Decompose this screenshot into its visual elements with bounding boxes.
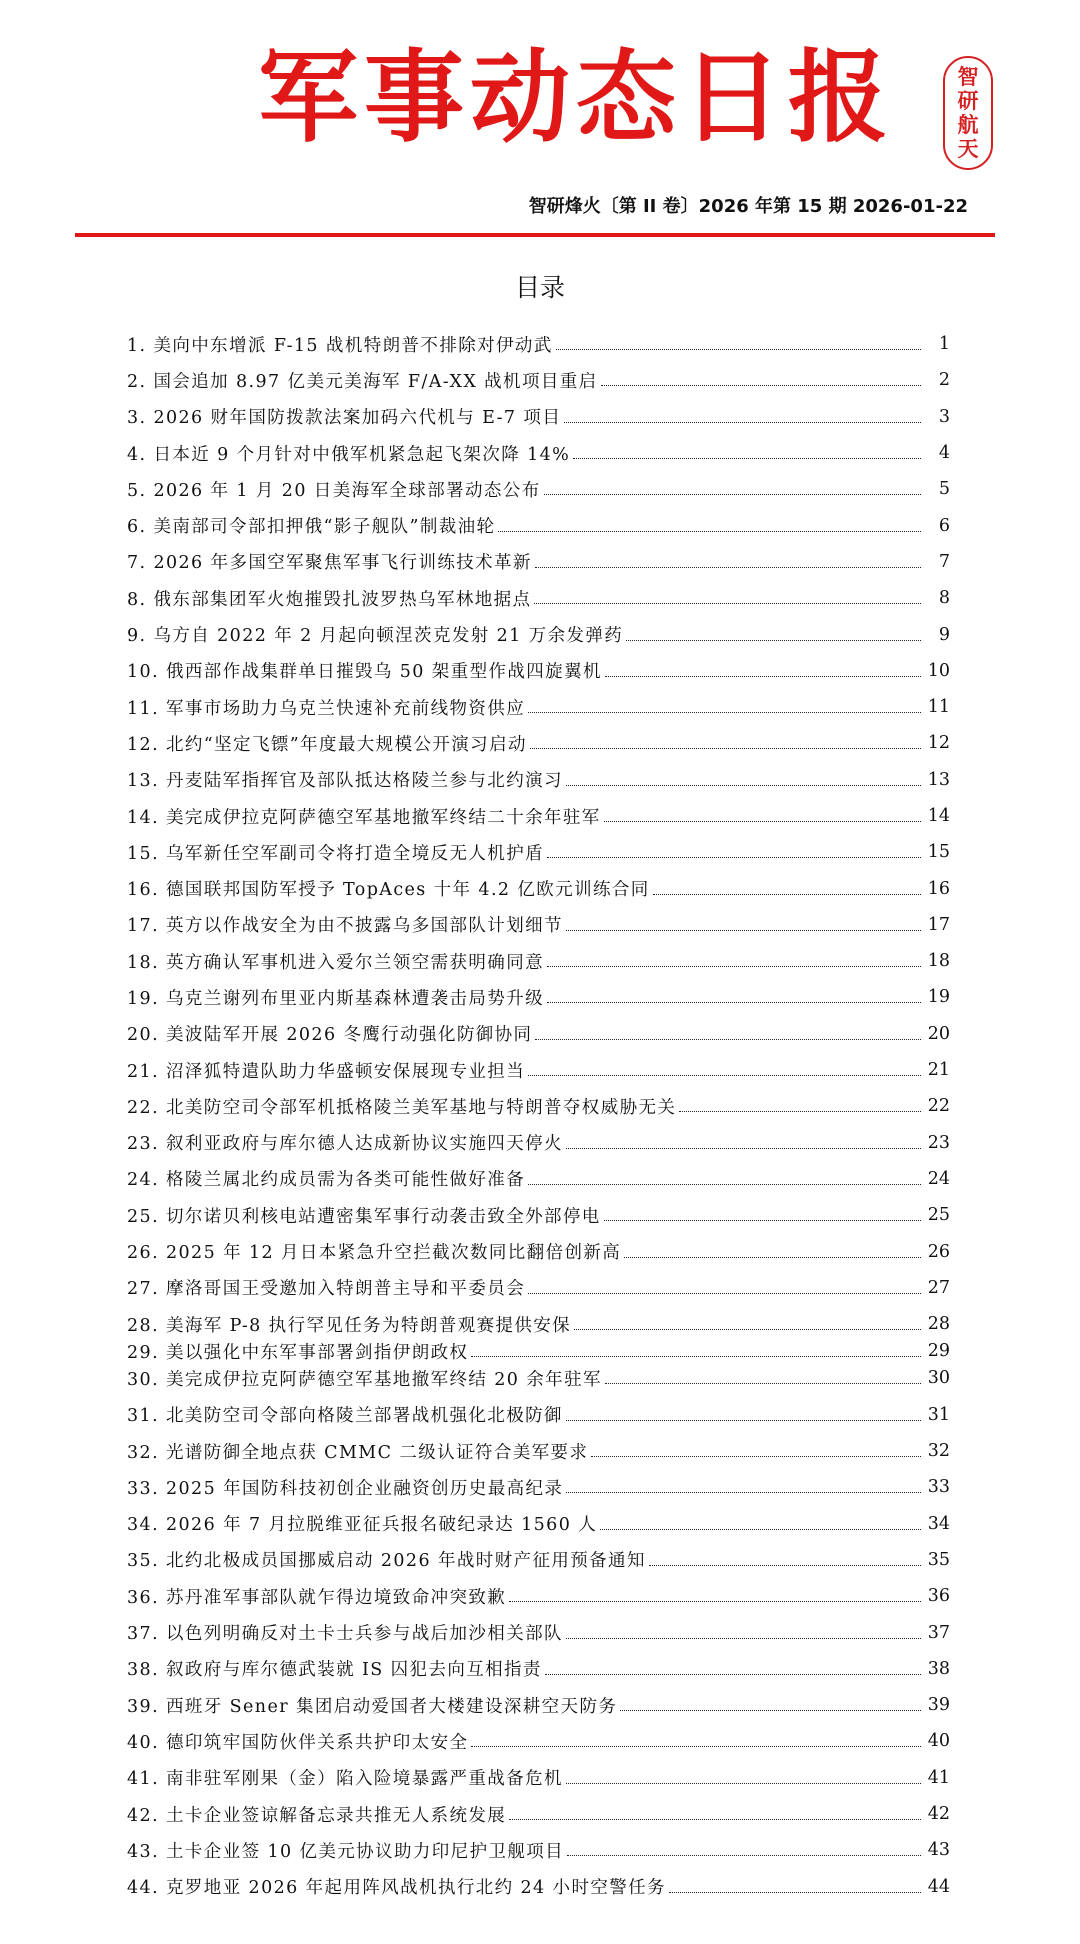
- toc-page-number: 38: [927, 1658, 950, 1679]
- toc-page-number: 33: [927, 1477, 950, 1498]
- toc-dot-leader: [566, 1491, 921, 1493]
- toc-page-number: 25: [927, 1205, 950, 1226]
- toc-entry[interactable]: [127, 1233, 950, 1269]
- toc-dot-leader: [566, 1637, 921, 1639]
- toc-entry[interactable]: [127, 544, 950, 580]
- toc-page-number: 6: [938, 515, 950, 536]
- toc-dot-leader: [605, 1382, 921, 1384]
- toc-dot-leader: [509, 1818, 921, 1820]
- toc-page-number: 40: [927, 1731, 950, 1752]
- toc-page-number: 13: [927, 769, 950, 790]
- toc-entry-title: 26. 2025 年 12 月日本紧急升空拦截次数同比翻倍创新高: [127, 1243, 622, 1264]
- toc-entry[interactable]: [127, 399, 950, 435]
- toc-dot-leader: [471, 1745, 921, 1747]
- toc-entry[interactable]: [127, 435, 950, 471]
- toc-dot-leader: [534, 602, 921, 604]
- toc-page-number: 30: [927, 1368, 950, 1389]
- report-title: 军事动态日报: [258, 39, 894, 156]
- toc-page-number: 35: [927, 1549, 950, 1570]
- toc-entry-title: 20. 美波陆军开展 2026 冬鹰行动强化防御协同: [127, 1025, 533, 1046]
- toc-page-number: 42: [927, 1804, 950, 1825]
- toc-page-number: 5: [938, 479, 950, 500]
- toc-entry[interactable]: [127, 798, 950, 834]
- toc-entry-title: 15. 乌军新任空军副司令将打造全境反无人机护盾: [127, 843, 544, 864]
- toc-entry-title: 29. 美以强化中东军事部署剑指伊朗政权: [127, 1342, 469, 1363]
- toc-entry[interactable]: [127, 1197, 950, 1233]
- toc-page-number: 36: [927, 1586, 950, 1607]
- toc-entry[interactable]: [127, 1723, 950, 1759]
- toc-dot-leader: [653, 893, 921, 895]
- toc-dot-leader: [669, 1891, 921, 1893]
- toc-entry-title: 24. 格陵兰属北约成员需为各类可能性做好准备: [127, 1170, 526, 1191]
- toc-dot-leader: [535, 1038, 921, 1040]
- toc-page-number: 22: [927, 1096, 950, 1117]
- toc-entry-title: 36. 苏丹准军事部队就乍得边境致命冲突致歉: [127, 1587, 507, 1608]
- toc-dot-leader: [530, 747, 921, 749]
- toc-page-number: 24: [927, 1168, 950, 1189]
- toc-dot-leader: [528, 1183, 921, 1185]
- toc-dot-leader: [620, 1709, 921, 1711]
- toc-page-number: 11: [927, 697, 950, 718]
- toc-entry[interactable]: [127, 907, 950, 943]
- toc-entry-title: 16. 德国联邦国防军授予 TopAces 十年 4.2 亿欧元训练合同: [127, 880, 650, 901]
- toc-dot-leader: [567, 1854, 921, 1856]
- toc-entry-title: 41. 南非驻军刚果（金）陷入险境暴露严重战备危机: [127, 1769, 563, 1790]
- toc-entry[interactable]: [127, 1760, 950, 1796]
- toc-dot-leader: [528, 1292, 921, 1294]
- toc-dot-leader: [573, 457, 921, 459]
- toc-dot-leader: [604, 1219, 921, 1221]
- seal-char: 航: [957, 113, 979, 137]
- toc-entry[interactable]: [127, 1360, 950, 1396]
- toc-entry-title: 2. 国会追加 8.97 亿美元美海军 F/A-XX 战机项目重启: [127, 371, 598, 392]
- toc-entry[interactable]: [127, 1578, 950, 1614]
- toc-dot-leader: [574, 1328, 921, 1330]
- toc-entry-title: 30. 美完成伊拉克阿萨德空军基地撤军终结 20 余年驻军: [127, 1369, 602, 1390]
- toc-entry-title: 7. 2026 年多国空军聚焦军事飞行训练技术革新: [127, 553, 532, 574]
- toc-entry-title: 28. 美海军 P-8 执行罕见任务为特朗普观赛提供安保: [127, 1315, 572, 1336]
- toc-page-number: 37: [927, 1622, 950, 1643]
- toc-entry-title: 40. 德印筑牢国防伙伴关系共护印太安全: [127, 1732, 469, 1753]
- toc-entry-title: 31. 北美防空司令部向格陵兰部署战机强化北极防御: [127, 1406, 563, 1427]
- toc-dot-leader: [547, 1001, 921, 1003]
- toc-page-number: 14: [927, 806, 950, 826]
- toc-entry[interactable]: [127, 1469, 950, 1505]
- toc-dot-leader: [498, 530, 921, 532]
- toc-dot-leader: [591, 1455, 921, 1457]
- toc-page-number: 17: [927, 914, 950, 935]
- toc-entry-title: 32. 光谱防御全地点获 CMMC 二级认证符合美军要求: [127, 1442, 589, 1463]
- toc-dot-leader: [626, 639, 921, 641]
- toc-page-number: 44: [927, 1876, 950, 1897]
- toc-dot-leader: [547, 965, 921, 967]
- toc-page-number: 9: [938, 624, 950, 645]
- toc-page-number: 32: [927, 1441, 950, 1462]
- toc-dot-leader: [471, 1355, 921, 1357]
- toc-entry-title: 3. 2026 财年国防拨款法案加码六代机与 E-7 项目: [127, 408, 562, 429]
- toc-entry-title: 43. 土卡企业签 10 亿美元协议助力印尼护卫舰项目: [127, 1841, 565, 1862]
- toc-page-number: 16: [927, 878, 950, 899]
- toc-page-number: 27: [927, 1277, 950, 1298]
- toc-page-number: 8: [938, 588, 950, 609]
- toc-heading: 目录: [514, 273, 565, 302]
- toc-page-number: 29: [927, 1341, 950, 1362]
- toc-entry[interactable]: [127, 1614, 950, 1650]
- toc-entry[interactable]: [127, 1397, 950, 1433]
- toc-dot-leader: [528, 711, 921, 713]
- toc-entry[interactable]: [127, 580, 950, 616]
- toc-entry-title: 25. 切尔诺贝利核电站遭密集军事行动袭击致全外部停电: [127, 1206, 601, 1227]
- toc-dot-leader: [679, 1110, 921, 1112]
- toc-entry[interactable]: [127, 326, 950, 362]
- seal-stamp: [943, 56, 993, 170]
- toc-entry[interactable]: [127, 1052, 950, 1088]
- toc-page-number: 41: [927, 1767, 950, 1788]
- header-divider: [75, 233, 995, 237]
- toc-entry-title: 6. 美南部司令部扣押俄“影子舰队”制裁油轮: [127, 517, 496, 538]
- toc-entry-title: 22. 北美防空司令部军机抵格陵兰美军基地与特朗普夺权威胁无关: [127, 1097, 677, 1118]
- toc-page-number: 1: [938, 334, 950, 355]
- toc-dot-leader: [566, 929, 921, 931]
- toc-entry-title: 42. 土卡企业签谅解备忘录共推无人系统发展: [127, 1805, 507, 1826]
- toc-entry-title: 17. 英方以作战安全为由不披露乌多国部队计划细节: [127, 916, 563, 937]
- toc-entry[interactable]: [127, 1687, 950, 1723]
- toc-page-number: 2: [938, 370, 950, 391]
- toc-dot-leader: [605, 675, 921, 677]
- toc-dot-leader: [545, 1673, 921, 1675]
- toc-entry[interactable]: [127, 1161, 950, 1197]
- toc-entry-title: 33. 2025 年国防科技初创企业融资创历史最高纪录: [127, 1478, 564, 1499]
- toc-entry-title: 5. 2026 年 1 月 20 日美海军全球部署动态公布: [127, 480, 541, 501]
- toc-entry[interactable]: [127, 762, 950, 798]
- toc-dot-leader: [547, 856, 921, 858]
- toc-entry[interactable]: [127, 362, 950, 398]
- toc-dot-leader: [649, 1564, 921, 1566]
- masthead: [0, 0, 1080, 245]
- toc-page-number: 15: [927, 842, 950, 863]
- toc-entry-title: 11. 军事市场助力乌克兰快速补充前线物资供应: [127, 698, 526, 719]
- toc-entry-title: 10. 俄西部作战集群单日摧毁乌 50 架重型作战四旋翼机: [127, 662, 602, 683]
- toc-entry-title: 27. 摩洛哥国王受邀加入特朗普主导和平委员会: [127, 1279, 526, 1300]
- toc-dot-leader: [544, 493, 921, 495]
- toc-dot-leader: [566, 1419, 921, 1421]
- toc-entry-title: 39. 西班牙 Sener 集团启动爱国者大楼建设深耕空天防务: [127, 1696, 618, 1717]
- toc-page-number: 39: [927, 1695, 950, 1716]
- toc-page-number: 28: [927, 1314, 950, 1335]
- toc-entry-title: 8. 俄东部集团军火炮摧毁扎波罗热乌军林地据点: [127, 589, 532, 610]
- issue-info: 智研烽火〔第 II 卷〕2026 年第 15 期 2026-01-22: [528, 196, 968, 217]
- toc-entry-title: 14. 美完成伊拉克阿萨德空军基地撤军终结二十余年驻军: [127, 807, 601, 828]
- seal-char: 天: [957, 137, 979, 161]
- toc-dot-leader: [509, 1600, 921, 1602]
- toc-entry-title: 21. 沼泽狐特遣队助力华盛顿安保展现专业担当: [127, 1061, 526, 1082]
- toc-entry-title: 19. 乌克兰谢列布里亚内斯基森林遭袭击局势升级: [127, 988, 544, 1009]
- toc-entry-title: 38. 叙政府与库尔德武装就 IS 囚犯去向互相指责: [127, 1660, 542, 1681]
- toc-entry[interactable]: [127, 653, 950, 689]
- toc-entry-title: 37. 以色列明确反对土卡士兵参与战后加沙相关部队: [127, 1624, 563, 1645]
- toc-entry[interactable]: [127, 471, 950, 507]
- toc-dot-leader: [601, 384, 921, 386]
- toc-entry-title: 35. 北约北极成员国挪威启动 2026 年战时财产征用预备通知: [127, 1551, 646, 1572]
- toc-entry[interactable]: [127, 1506, 950, 1542]
- toc-entry-title: 18. 英方确认军事机进入爱尔兰领空需获明确同意: [127, 952, 544, 973]
- toc-entry[interactable]: [127, 1016, 950, 1052]
- toc-entry[interactable]: [127, 725, 950, 761]
- toc-entry-title: 23. 叙利亚政府与库尔德人达成新协议实施四天停火: [127, 1134, 563, 1155]
- toc-entry[interactable]: [127, 1868, 950, 1904]
- toc-page-number: 21: [927, 1060, 950, 1081]
- toc-entry[interactable]: [127, 1651, 950, 1687]
- toc-dot-leader: [566, 1147, 921, 1149]
- toc-page-number: 34: [927, 1513, 950, 1534]
- toc-entry-title: 4. 日本近 9 个月针对中俄军机紧急起飞架次降 14%: [127, 444, 571, 465]
- toc-entry[interactable]: [127, 943, 950, 979]
- toc-page-number: 43: [927, 1840, 950, 1861]
- toc-entry[interactable]: [127, 979, 950, 1015]
- toc-dot-leader: [604, 820, 921, 822]
- toc-entry-title: 1. 美向中东增派 F-15 战机特朗普不排除对伊动武: [127, 335, 553, 356]
- toc-entry-title: 9. 乌方自 2022 年 2 月起向顿涅茨克发射 21 万余发弹药: [127, 626, 624, 647]
- toc-page-number: 12: [927, 733, 950, 754]
- toc-page-number: 10: [927, 660, 950, 681]
- toc-page-number: 23: [927, 1132, 950, 1153]
- toc-page-number: 18: [927, 951, 950, 972]
- toc-entry[interactable]: [127, 616, 950, 652]
- toc-page-number: 19: [927, 987, 950, 1008]
- seal-char: 智: [957, 65, 979, 89]
- toc-page-number: 31: [927, 1404, 950, 1425]
- toc-dot-leader: [528, 1074, 921, 1076]
- toc-entry[interactable]: [127, 507, 950, 543]
- toc-dot-leader: [556, 348, 921, 350]
- toc-entry[interactable]: [127, 1542, 950, 1578]
- toc-entry[interactable]: [127, 1433, 950, 1469]
- toc-dot-leader: [624, 1256, 921, 1258]
- table-of-contents: [127, 326, 950, 1905]
- toc-dot-leader: [535, 566, 921, 568]
- toc-page-number: 26: [927, 1241, 950, 1262]
- toc-entry[interactable]: [127, 689, 950, 725]
- toc-entry[interactable]: [127, 1796, 950, 1832]
- toc-entry-title: 34. 2026 年 7 月拉脱维亚征兵报名破纪录达 1560 人: [127, 1515, 598, 1536]
- toc-entry[interactable]: [127, 1125, 950, 1161]
- toc-page-number: 20: [927, 1023, 950, 1044]
- toc-entry[interactable]: [127, 1306, 950, 1342]
- toc-page-number: 3: [938, 406, 950, 427]
- toc-entry[interactable]: [127, 1341, 950, 1363]
- seal-char: 研: [957, 89, 979, 113]
- toc-entry-title: 12. 北约“坚定飞镖”年度最大规模公开演习启动: [127, 734, 527, 755]
- toc-dot-leader: [564, 421, 921, 423]
- toc-entry-title: 13. 丹麦陆军指挥官及部队抵达格陵兰参与北约演习: [127, 771, 563, 792]
- toc-entry[interactable]: [127, 870, 950, 906]
- toc-entry[interactable]: [127, 834, 950, 870]
- toc-page-number: 4: [938, 443, 950, 464]
- toc-dot-leader: [600, 1528, 921, 1530]
- toc-entry[interactable]: [127, 1088, 950, 1124]
- toc-entry-title: 44. 克罗地亚 2026 年起用阵风战机执行北约 24 小时空警任务: [127, 1878, 666, 1899]
- toc-page-number: 7: [938, 551, 950, 572]
- toc-entry[interactable]: [127, 1832, 950, 1868]
- toc-entry[interactable]: [127, 1270, 950, 1306]
- toc-dot-leader: [566, 1782, 921, 1784]
- toc-dot-leader: [566, 784, 921, 786]
